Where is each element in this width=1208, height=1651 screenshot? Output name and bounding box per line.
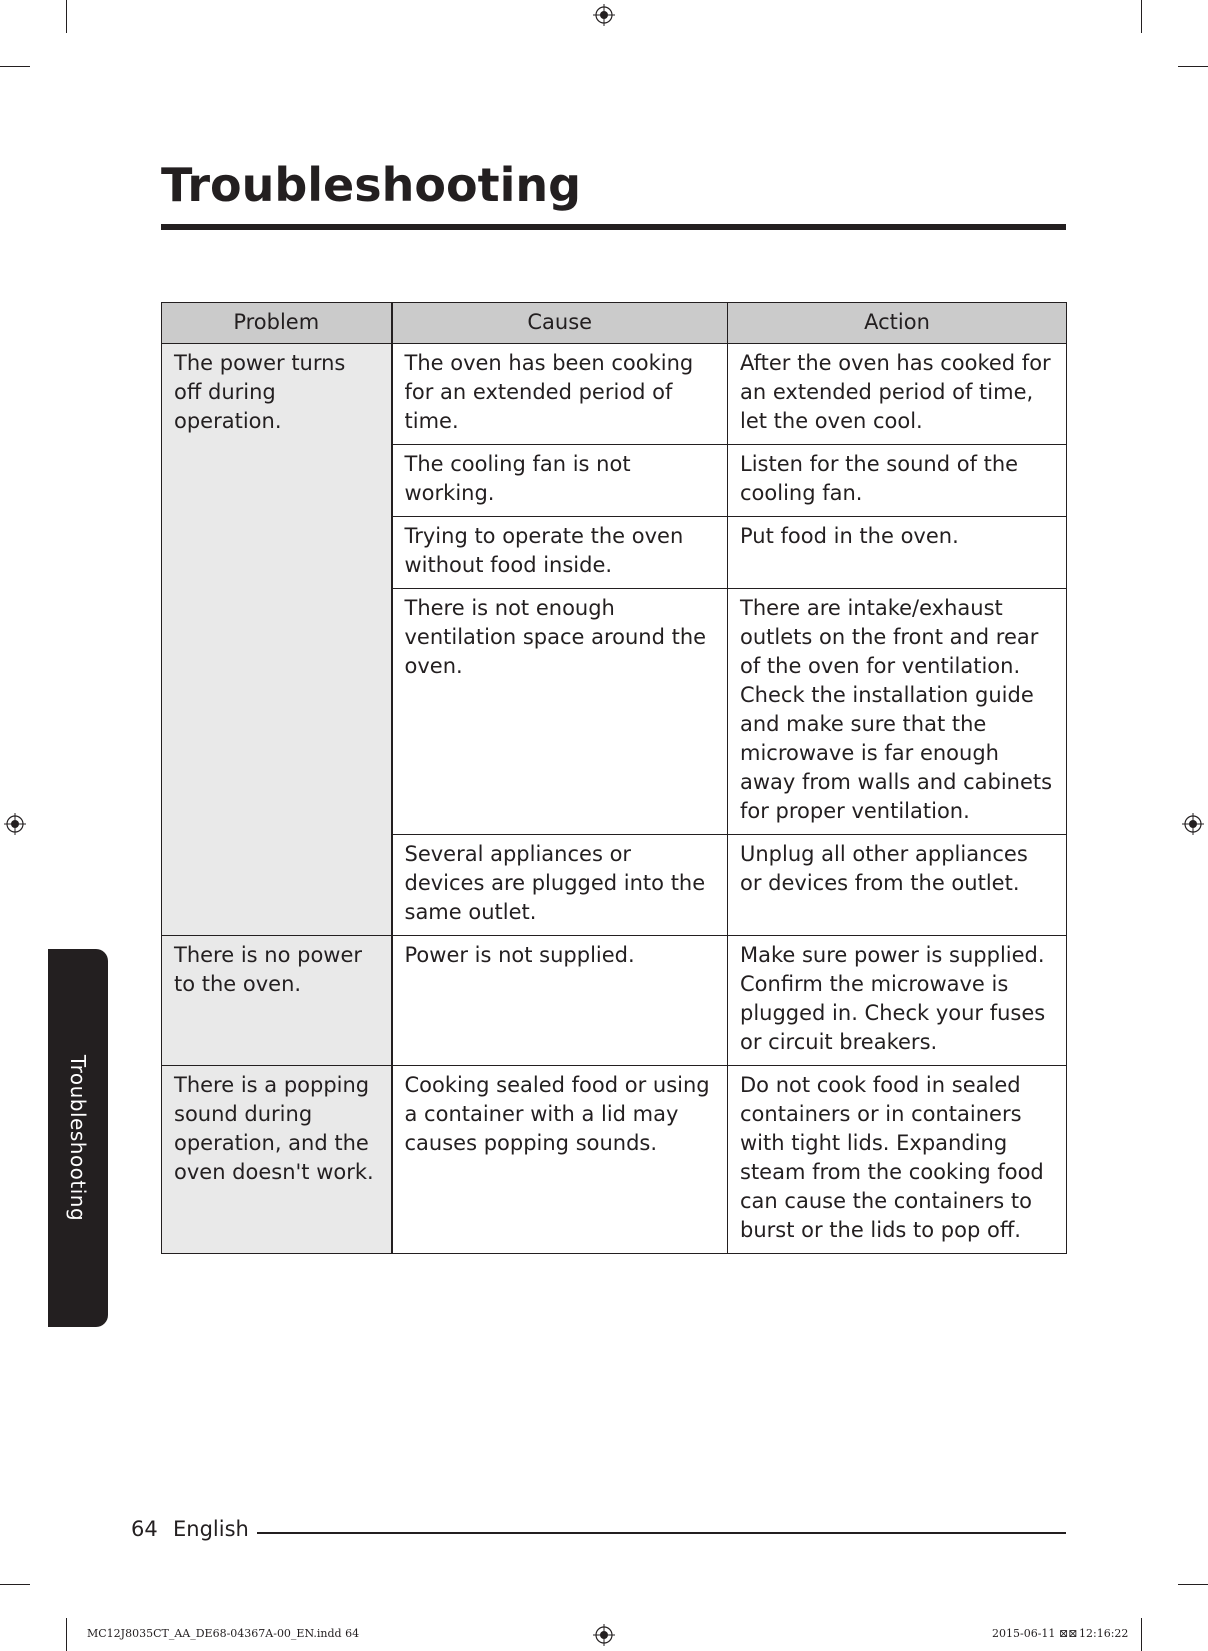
page-number: 64 (131, 1517, 158, 1541)
cause-cell: There is not enough ventilation space around the oven. (392, 589, 728, 835)
table-row (162, 1066, 1067, 1254)
cause-cell: The oven has been cooking for an extended period of time. (392, 344, 728, 445)
action-cell (728, 1066, 1067, 1254)
crop-mark (1141, 0, 1142, 33)
cause-cell: Cooking sealed food or using a container with a lid may causes popping sounds. (392, 1066, 728, 1254)
action-cell (728, 517, 1067, 589)
cause-cell: Trying to operate the oven without food inside. (392, 517, 728, 589)
action-text: Listen for the sound of the cooling fan. (740, 452, 1019, 505)
action-text: Put food in the oven. (740, 524, 959, 548)
crop-mark (66, 1618, 67, 1651)
problem-cell: There is a popping sound during operation, and the oven doesn't work. (162, 1066, 392, 1254)
action-cell (728, 445, 1067, 517)
problem-cell: There is no power to the oven. (162, 936, 392, 1066)
action-text: Check the installation guide and make sure that the microwave is far enough away from walls and cabinets for proper ventilation. (740, 683, 1053, 823)
header-action: Action (728, 303, 1067, 344)
footer-rule (257, 1532, 1066, 1534)
cause-cell: Several appliances or devices are plugged into the same outlet. (392, 835, 728, 936)
action-text: Unplug all other appliances or devices from the outlet. (740, 842, 1028, 895)
cause-cell: The cooling fan is not working. (392, 445, 728, 517)
slug-filename: MC12J8035CT_AA_DE68-04367A-00_EN.indd 64 (87, 1627, 360, 1640)
action-text: Confirm the microwave is plugged in. Check your fuses or circuit breakers. (740, 972, 1046, 1054)
registration-mark-icon (593, 1624, 615, 1646)
action-text: There are intake/exhaust outlets on the front and rear of the oven for ventilation. (740, 596, 1039, 678)
table-row (162, 936, 1067, 1066)
action-cell (728, 835, 1067, 936)
table-header-row (162, 303, 1067, 344)
title-rule (161, 224, 1066, 230)
action-cell (728, 344, 1067, 445)
crop-mark (1178, 1584, 1208, 1585)
slug-time: 12:16:22 (1079, 1627, 1129, 1640)
header-problem: Problem (162, 303, 392, 344)
page-title: Troubleshooting (161, 158, 582, 212)
cause-cell: Power is not supplied. (392, 936, 728, 1066)
action-text: After the oven has cooked for an extended period of time, let the oven cool. (740, 351, 1051, 433)
registration-mark-icon (593, 4, 615, 26)
registration-mark-icon (1182, 813, 1204, 835)
header-cause: Cause (392, 303, 728, 344)
crop-mark (0, 66, 30, 67)
crop-mark (0, 1584, 30, 1585)
footer-language: English (173, 1517, 249, 1541)
action-cell (728, 936, 1067, 1066)
slug-time-marker: ⊠⊠ (1059, 1627, 1078, 1640)
crop-mark (66, 0, 67, 33)
table-row (162, 344, 1067, 445)
slug-date: 2015-06-11 (992, 1627, 1056, 1640)
problem-cell: The power turns off during operation. (162, 344, 392, 936)
registration-mark-icon (4, 813, 26, 835)
action-cell (728, 589, 1067, 835)
troubleshooting-table (161, 302, 1067, 1254)
crop-mark (1141, 1618, 1142, 1651)
action-text: Do not cook food in sealed containers or in containers with tight lids. Expanding steam from the cooking food can cause the containers to burst or the lids to pop off. (740, 1073, 1044, 1242)
side-tab-label: Troubleshooting (66, 1054, 90, 1222)
section-side-tab (48, 949, 108, 1327)
action-text: Make sure power is supplied. (740, 943, 1045, 967)
crop-mark (1178, 66, 1208, 67)
